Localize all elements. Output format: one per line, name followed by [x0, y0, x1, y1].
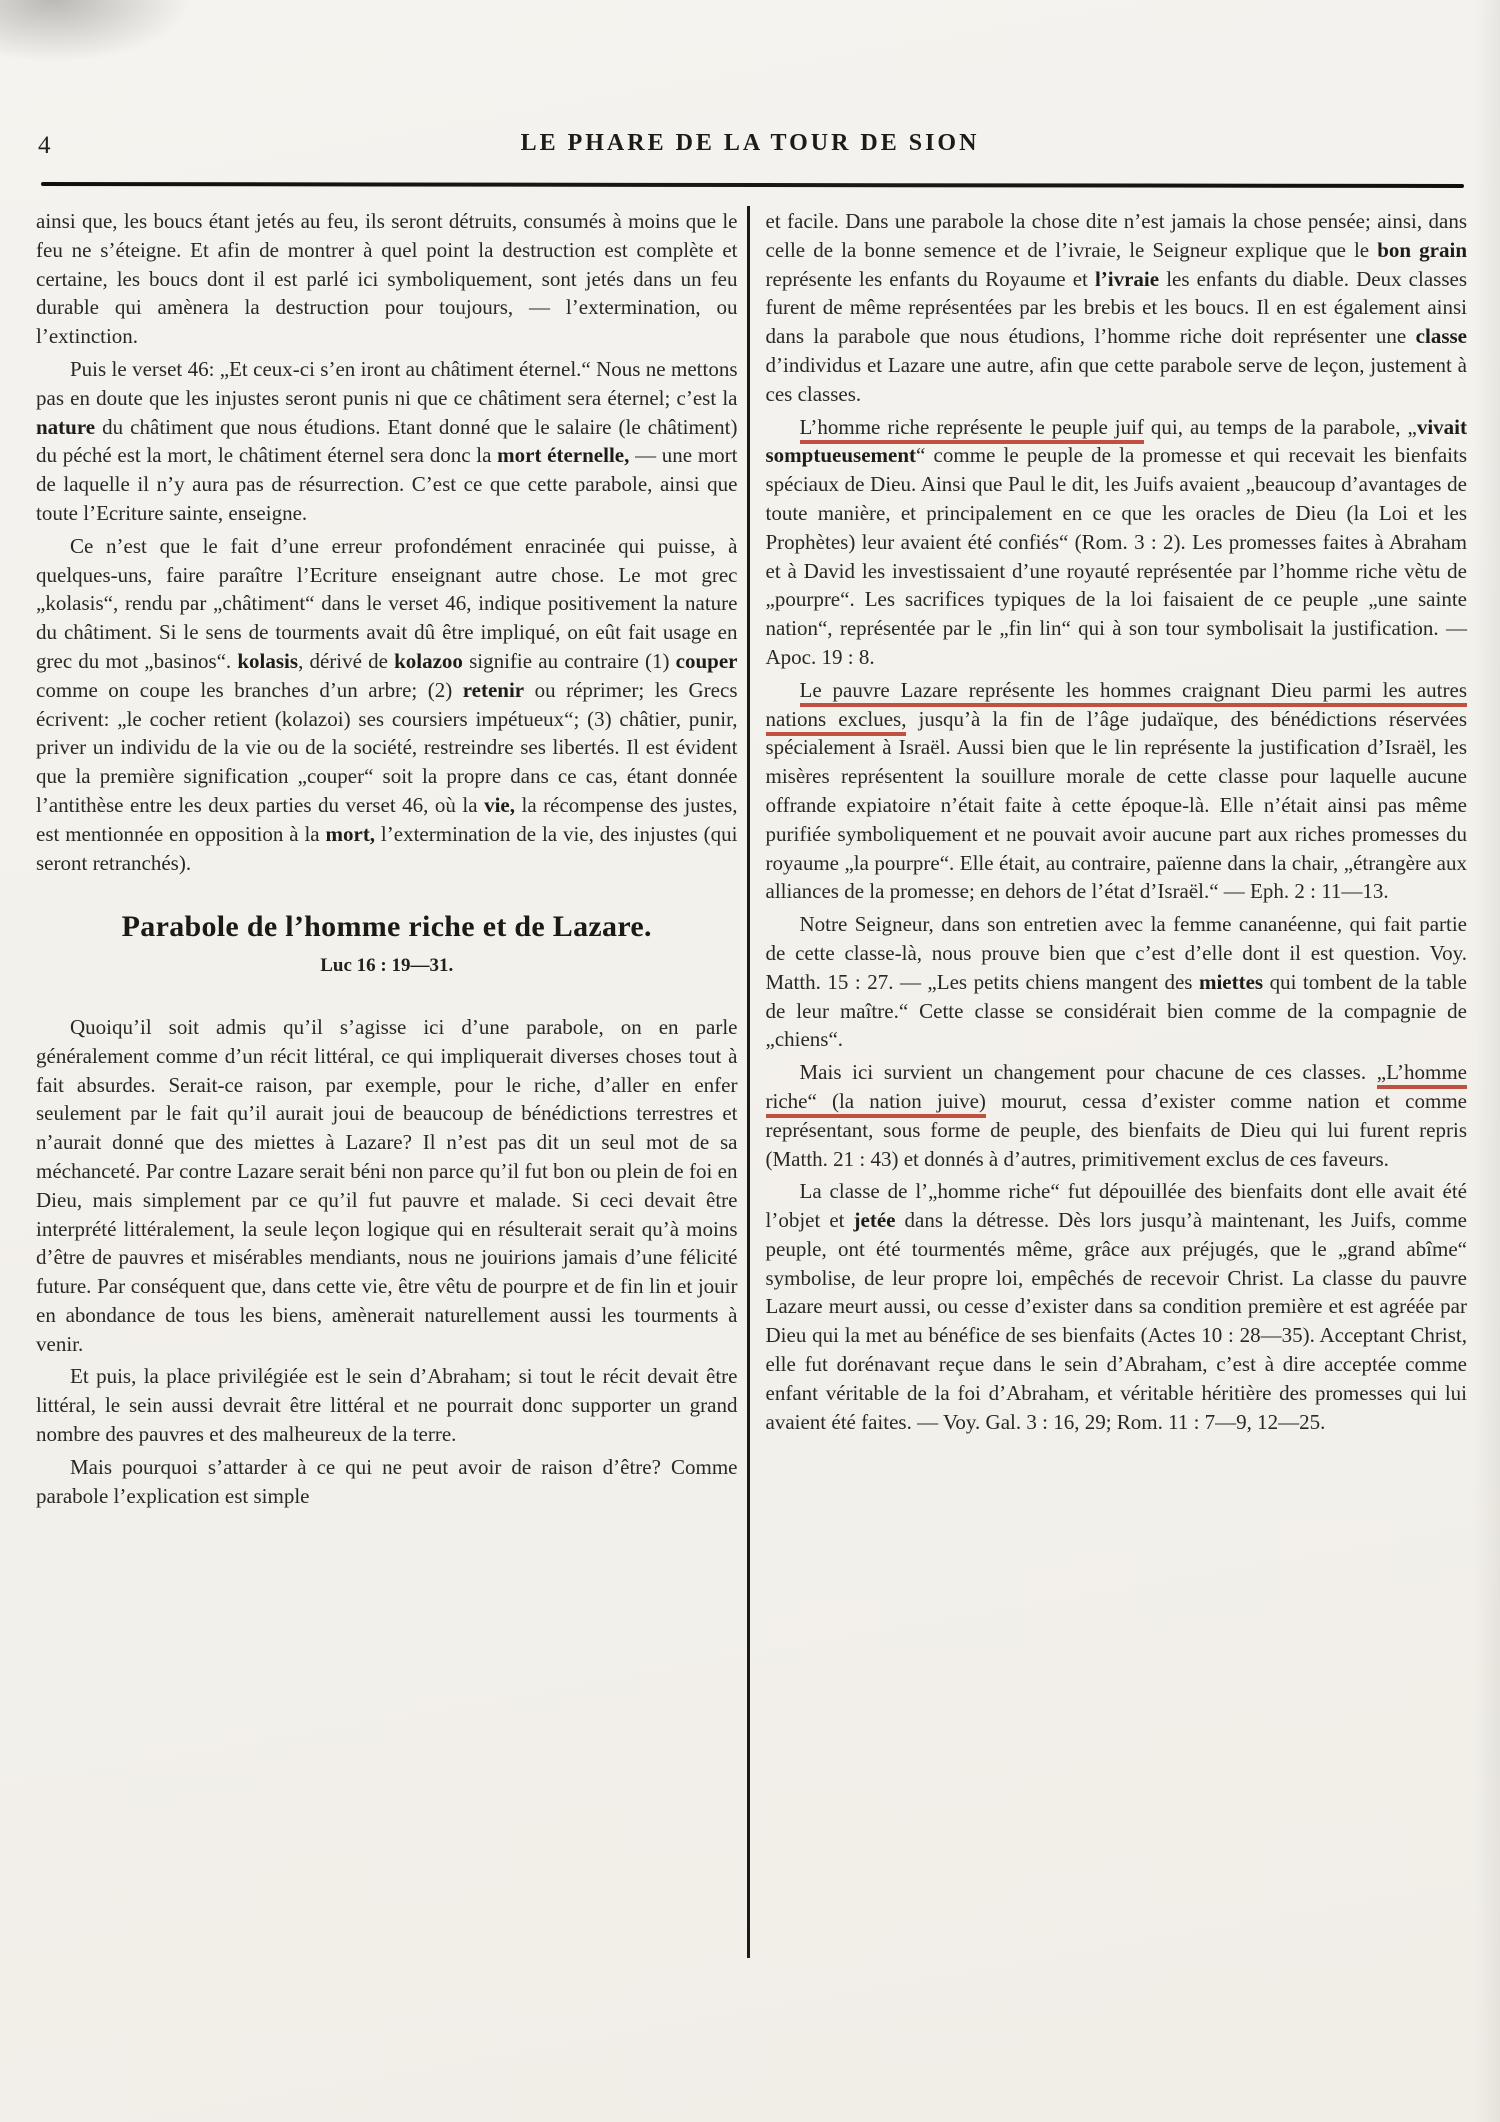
text-segment: nature: [36, 414, 96, 439]
paragraph: [766, 207, 1468, 409]
paragraph: [36, 207, 738, 351]
section-subheading: Luc 16 : 19—31.: [320, 955, 454, 977]
text-segment: jusqu’à la fin de l’âge judaïque, des bénédictions réservées spécialement à Israël. Aussi bien que le lin représente la justification d’Israël, les misères représentent la souillure morale de cette classe pour laquelle aucune offrande expiatoire n’était faite à cette époque-là. Elle n’était ainsi pas même purifiée symboliquement et ne pouvait avoir aucune part aux riches promesses du royaume „la pourpre“. Elle était, au contraire, païenne dans la chair, „étrangère aux alliances de la promesse; en dehors de l’état d’Israël.“ — Eph. 2 : 11—13.: [765, 706, 1467, 904]
text-segment: Et puis, la place privilégiée est le sein d’Abraham; si tout le récit devait être littéral, le sein aussi devrait être littéral et ne pourrait donc supporter un grand nombre des pauvres et des malheureux de la terre.: [36, 1364, 738, 1447]
text-segment: la récompense des justes, est mentionnée en opposition à la: [36, 792, 738, 846]
text-segment: kolasis: [237, 648, 299, 673]
text-segment: Puis le verset 46: „Et ceux-ci s’en iront au châtiment éternel.“ Nous ne mettons pas en doute que les injustes seront punis ni que ce châtiment sera éternel; c’est la: [36, 356, 738, 410]
text-segment: du châtiment que nous étudions. Etant donné que le salaire (le châtiment) du péché est la mort, le châtiment éternel sera donc la: [36, 414, 738, 468]
text-segment: l’extermination de la vie, des injustes (qui seront retranchés).: [36, 821, 738, 875]
paragraph: [766, 910, 1468, 1054]
text-segment: bon grain: [1377, 237, 1467, 262]
article-body: [36, 207, 1467, 1514]
text-segment: Mais ici survient un changement pour chacune de ces classes.: [799, 1060, 1377, 1085]
text-segment: Notre Seigneur, dans son entretien avec la femme cananéenne, qui fait partie de cette classe-là, nous prouve bien que c’est d’elle dont il est question. Voy. Matth. 15 : 27. — „Les petits chiens mangent des: [765, 912, 1467, 994]
text-segment: mort,: [325, 821, 376, 846]
text-segment: Mais pourquoi s’attarder à ce qui ne peut avoir de raison d’être? Comme parabole l’explication est simple: [36, 1454, 738, 1508]
text-segment: Quoiqu’il soit admis qu’il s’agisse ici d’une parabole, on en parle généralement comme d’un récit littéral, ce qui impliquerait diverses choses tout à fait absurdes. Serait-ce raison, par exemple, pour le riche, d’aller en enfer seulement par le fait qu’il aurait joui de beaucoup de bénédictions terrestres et n’aurait donné que des miettes à Lazare? Il n’est pas dit un seul mot de sa méchanceté. Par contre Lazare serait béni non parce qu’il fut bon ou plein de foi en Dieu, mais simplement par ce qu’il fut pauvre et malade. Si ceci devait être interprété littéralement, la seule leçon logique qui en résulterait serait qu’à moins d’être de pauvres et misérables mendiants, nous ne jouirions jamais d’une félicité future. Par conséquent que, dans cette vie, être vêtu de pourpre et de fin lin et jouir en abondance de tous les biens, amènerait naturellement aussi les tourments à venir.: [36, 1014, 738, 1356]
text-segment: les enfants du diable. Deux classes furent de même représentées par les brebis et les boucs. Il en est également ainsi dans la parabole que nous étudions, l’homme riche doit représenter une: [765, 266, 1467, 349]
paragraph: [766, 1177, 1468, 1436]
paragraph: [766, 413, 1468, 672]
text-segment: , dérivé de: [298, 648, 395, 673]
text-segment: — une mort de laquelle il n’y aura pas de résurrection. C’est ce que cette parabole, ainsi que toute l’Ecriture sainte, enseigne.: [36, 443, 738, 525]
text-segment: “ comme le peuple de la promesse et qui recevait les bienfaits spéciaux de Dieu. Ainsi que Paul le dit, les Juifs avaient „beaucoup d’avantages de toute manière, et principalement en ce que les oracles de Dieu (la Loi et les Prophètes) leur avaient été confiés“ (Rom. 3 : 2). Les promesses faites à Abraham et à David les investissaient d’une royauté représentée par l’homme riche vètu de „pourpre“. Les sacrifices typiques de la loi faisaient de ce peuple „une sainte nation“, représentée par le „fin lin“ qui à son tour symbolisait la justification. — Apoc. 19 : 8.: [765, 443, 1467, 669]
text-segment: Ce n’est que le fait d’une erreur profondément enracinée qui puisse, à quelques-uns, faire paraître l’Ecriture enseignant autre chose. Le mot grec „kolasis“, rendu par „châtiment“ dans le verset 46, indique positivement la nature du châtiment. Si le sens de tourments avait dû être impliqué, on eût fait usage en grec du mot „basinos“.: [36, 533, 738, 673]
text-segment: représente les enfants du Royaume et: [765, 266, 1095, 291]
paragraph: [36, 1453, 738, 1511]
text-segment: qui tombent de la table de leur maître.“ Cette classe se considérait bien comme de la compagnie de „chiens“.: [765, 969, 1467, 1052]
text-segment: miettes: [1198, 969, 1264, 994]
text-segment: vivait somptueusement: [765, 414, 1467, 468]
text-segment: kolazoo: [394, 648, 463, 673]
right-column: [766, 207, 1468, 1514]
text-segment: vie,: [484, 792, 515, 817]
red-underline-annotation: Le pauvre Lazare représente les hommes craignant Dieu parmi les autres nations exclues,: [766, 678, 1468, 736]
paragraph: [766, 1058, 1468, 1173]
text-segment: La classe de l’„homme riche“ fut dépouillée des bienfaits dont elle avait été l’objet et: [765, 1179, 1467, 1233]
journal-title: LE PHARE DE LA TOUR DE SION: [520, 130, 980, 156]
text-segment: dans la détresse. Dès lors jusqu’à maintenant, les Juifs, comme peuple, ont été tourmentés même, grâce aux préjugés, que le „grand abîme“ symbolise, de leur propre loi, empêchés de recevoir Christ. La classe du pauvre Lazare meurt aussi, ou cesse d’exister dans sa condition première et est agréée par Dieu qui la met au bénéfice de ses bienfaits (Actes 10 : 28—35). Acceptant Christ, elle fut dorénavant reçue dans le sein d’Abraham, c’est à dire acceptée comme enfant véritable de la foi d’Abraham, et véritable héritière des promesses qui lui avaient été faites. — Voy. Gal. 3 : 16, 29; Rom. 11 : 7—9, 12—25.: [765, 1208, 1467, 1434]
left-column: [36, 207, 738, 1514]
red-underline-annotation: L’homme riche représente le peuple juif: [800, 415, 1144, 444]
text-segment: ainsi que, les boucs étant jetés au feu, ils seront détruits, consumés à moins que le feu ne s’éteigne. Et afin de montrer à quel point la destruction est complète et certaine, les boucs dont il est parlé ici symboliquement, sont jetés dans un feu durable qui amènera la destruction pour toujours, — l’extermination, ou l’extinction.: [36, 209, 738, 349]
text-segment: signifie au contraire (1): [462, 648, 676, 673]
text-segment: mort éternelle,: [497, 443, 630, 468]
text-segment: et facile. Dans une parabole la chose dite n’est jamais la chose pensée; ainsi, dans celle de la bonne semence et de l’ivraie, le Seigneur explique que le: [765, 209, 1467, 262]
text-segment: d’individus et Lazare une autre, afin que cette parabole serve de leçon, justement à ces classes.: [765, 352, 1467, 406]
paragraph: [36, 1013, 738, 1359]
header-rule: [41, 182, 1464, 188]
page-edge-shadow: [1474, 0, 1500, 2122]
text-segment: jetée: [853, 1208, 896, 1233]
text-segment: qui, au temps de la parabole, „: [1143, 414, 1417, 439]
paragraph: [36, 1362, 738, 1448]
paragraph: [36, 355, 738, 528]
scan-smudge-artifact: [0, 0, 300, 110]
text-segment: l’ivraie: [1094, 266, 1160, 291]
paragraph: [36, 532, 738, 878]
text-segment: couper: [675, 648, 738, 673]
paragraph: [766, 676, 1468, 906]
text-segment: comme on coupe les branches d’un arbre; (2): [36, 677, 463, 702]
text-segment: classe: [1415, 324, 1467, 349]
text-segment: mourut, cessa d’exister comme nation et comme représentant, sous forme de peuple, des bienfaits de Dieu qui lui furent repris (Matth. 21 : 43) et donnés à d’autres, primitivement exclus de ces faveurs.: [765, 1088, 1467, 1171]
red-underline-annotation: „L’homme riche“ (la nation juive): [766, 1060, 1468, 1118]
page-number: 4: [38, 132, 51, 159]
text-segment: retenir: [462, 677, 525, 702]
text-segment: ou réprimer; les Grecs écrivent: „le cocher retient (kolazoi) ses coursiers impétueux“; (3) châtier, punir, priver un individu de la vie ou de la société, restreindre ses libertés. Il est évident que la première signification „couper“ soit la propre dans ce cas, étant donnée l’antithèse entre les deux parties du verset 46, où la: [36, 677, 738, 817]
section-heading: Parabole de l’homme riche et de Lazare.: [121, 910, 652, 944]
